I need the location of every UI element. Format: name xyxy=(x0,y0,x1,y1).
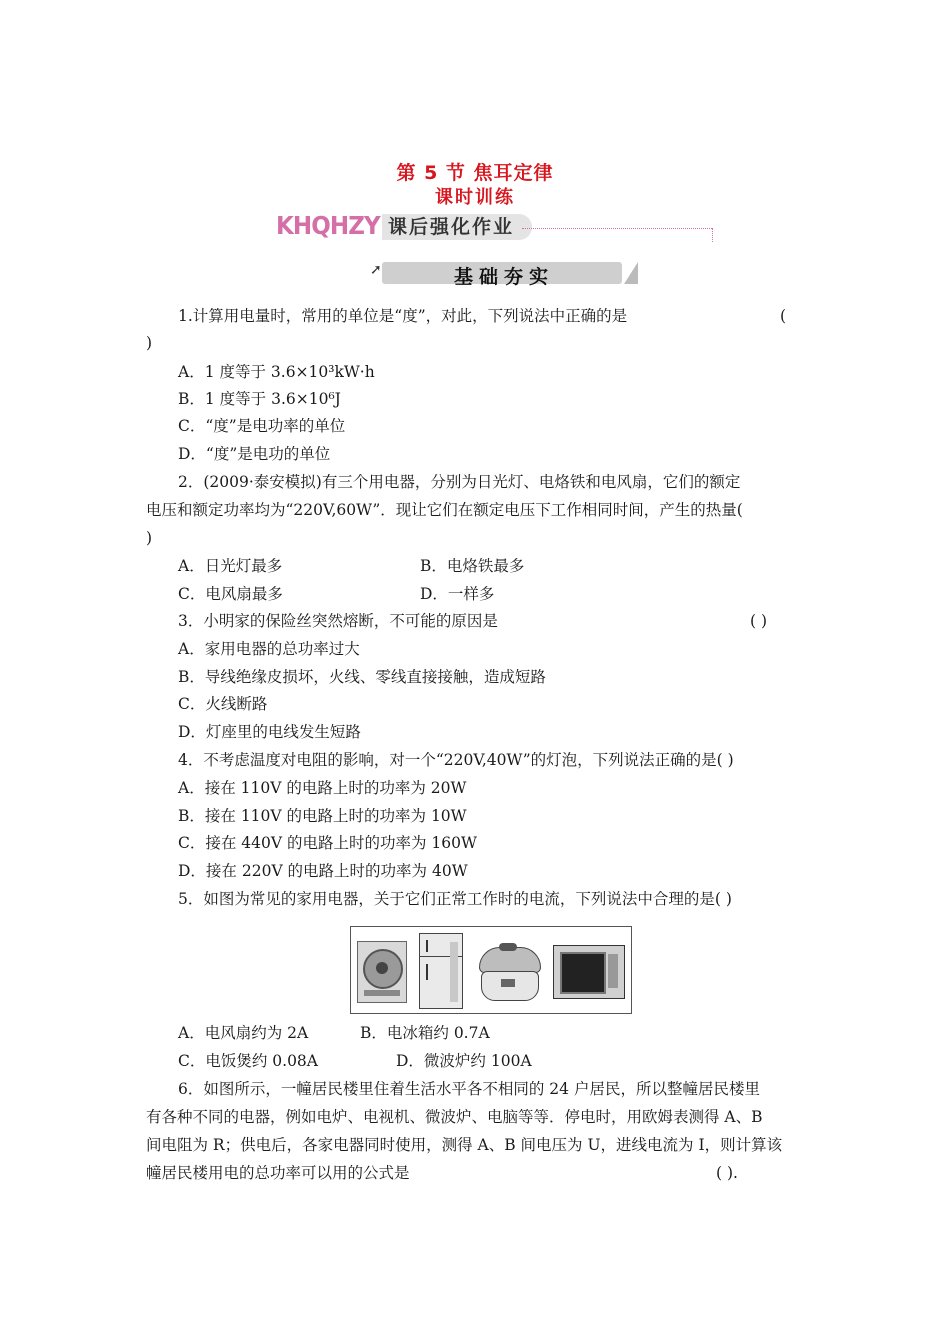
q1-option-d: D．“度”是电功的单位 xyxy=(178,445,331,463)
q6-stem-line3: 间电阻为 R；供电后，各家电器同时使用，测得 A、B 间电压为 U，进线电流为 I，则计算该 xyxy=(146,1136,783,1154)
q4-stem: 4．不考虑温度对电阻的影响，对一个“220V,40W”的灯泡，下列说法正确的是( ) xyxy=(178,751,734,769)
banner-tag: 课后强化作业 xyxy=(382,214,532,240)
logo-text: KHQHZY xyxy=(276,211,380,240)
q5-stem: 5．如图为常见的家用电器，关于它们正常工作时的电流，下列说法中合理的是( ) xyxy=(178,890,732,908)
q3-stem: 3．小明家的保险丝突然熔断，不可能的原因是 xyxy=(178,612,498,630)
q2-option-a: A．日光灯最多 xyxy=(178,557,283,575)
banner-dotted-line-end xyxy=(712,228,713,242)
q1-paren-close: ) xyxy=(146,334,153,352)
q1-option-b: B．1 度等于 3.6×10⁶J xyxy=(178,390,341,408)
q6-stem-line2: 有各种不同的电器，例如电炉、电视机、微波炉、电脑等等．停电时，用欧姆表测得 A、B xyxy=(146,1108,763,1126)
q1-option-c: C．“度”是电功率的单位 xyxy=(178,417,346,435)
q3-option-a: A．家用电器的总功率过大 xyxy=(178,640,360,658)
q6-stem-line4: 幢居民楼用电的总功率可以用的公式是 xyxy=(146,1164,410,1182)
q3-option-b: B．导线绝缘皮损坏，火线、零线直接接触，造成短路 xyxy=(178,668,546,686)
electric-fan-icon xyxy=(357,941,407,1003)
q6-stem-line1: 6．如图所示，一幢居民楼里住着生活水平各不相同的 24 户居民，所以整幢居民楼里 xyxy=(178,1080,760,1098)
q5-option-c: C．电饭煲约 0.08A xyxy=(178,1052,318,1070)
q1-option-a: A．1 度等于 3.6×10³kW·h xyxy=(178,363,375,381)
section-title: 第 5 节 焦耳定律 xyxy=(396,162,554,184)
q5-option-b: B．电冰箱约 0.7A xyxy=(360,1024,490,1042)
q3-paren: ( ) xyxy=(750,612,768,630)
appliances-figure xyxy=(350,926,632,1014)
section-label: 基础夯实 xyxy=(453,266,554,288)
banner-dotted-line xyxy=(522,228,712,229)
homework-banner xyxy=(276,211,716,247)
q5-option-d: D．微波炉约 100A xyxy=(396,1052,532,1070)
q2-paren-close: ) xyxy=(146,529,153,547)
q2-stem-line2: 电压和额定功率均为“220V,60W”．现让它们在额定电压下工作相同时间，产生的热量( xyxy=(146,501,743,519)
q2-option-b: B．电烙铁最多 xyxy=(420,557,525,575)
q2-option-c: C．电风扇最多 xyxy=(178,585,283,603)
q1-stem: 1.计算用电量时，常用的单位是“度”，对此，下列说法中正确的是 xyxy=(178,307,628,325)
q3-option-c: C．火线断路 xyxy=(178,695,268,713)
q4-option-a: A．接在 110V 的电路上时的功率为 20W xyxy=(178,779,467,797)
arrow-up-right-icon: ➚ xyxy=(370,262,382,278)
q2-stem-line1: 2．(2009·泰安模拟)有三个用电器，分别为日光灯、电烙铁和电风扇，它们的额定 xyxy=(178,473,741,491)
q1-paren: ( xyxy=(780,307,787,325)
microwave-oven-icon xyxy=(553,945,625,999)
q2-option-d: D．一样多 xyxy=(420,585,495,603)
q6-paren: ( ). xyxy=(716,1164,738,1182)
refrigerator-icon xyxy=(419,933,463,1009)
q5-option-a: A．电风扇约为 2A xyxy=(178,1024,309,1042)
q4-option-b: B．接在 110V 的电路上时的功率为 10W xyxy=(178,807,467,825)
q3-option-d: D．灯座里的电线发生短路 xyxy=(178,723,361,741)
rice-cooker-icon xyxy=(479,943,539,1001)
section-subtitle: 课时训练 xyxy=(435,187,515,208)
section-header xyxy=(370,260,638,286)
q4-option-d: D．接在 220V 的电路上时的功率为 40W xyxy=(178,862,468,880)
q4-option-c: C．接在 440V 的电路上时的功率为 160W xyxy=(178,834,477,852)
